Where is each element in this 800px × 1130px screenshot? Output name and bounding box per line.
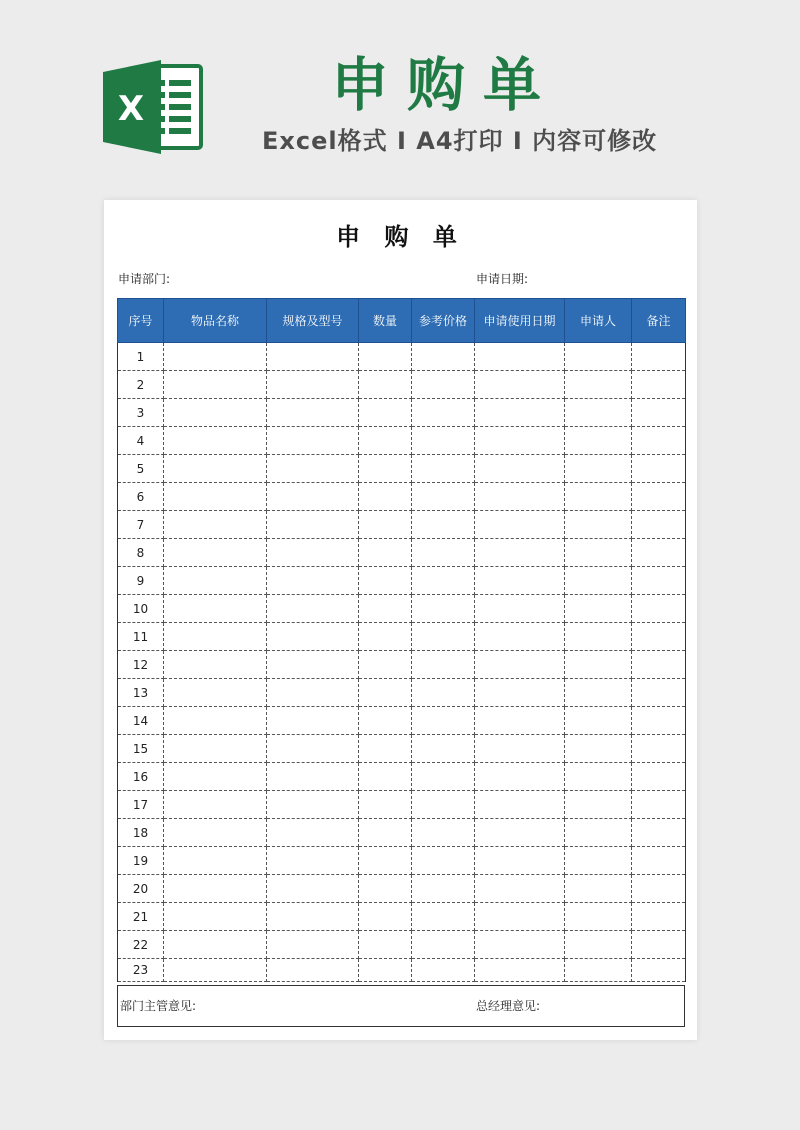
table-cell[interactable]: [359, 819, 412, 847]
column-header: 申请使用日期: [475, 299, 565, 343]
table-cell[interactable]: [359, 427, 412, 455]
table-row: [118, 483, 686, 511]
table-row: [118, 343, 686, 371]
column-header: 申请人: [565, 299, 632, 343]
table-row: [118, 959, 686, 982]
column-header: 序号: [118, 299, 164, 343]
table-cell[interactable]: [164, 903, 267, 931]
table-cell[interactable]: [359, 595, 412, 623]
table-cell[interactable]: [475, 735, 565, 763]
table-cell[interactable]: [475, 511, 565, 539]
table-cell[interactable]: [412, 959, 475, 982]
table-row: [118, 623, 686, 651]
table-cell[interactable]: [164, 399, 267, 427]
table-cell[interactable]: [475, 567, 565, 595]
table-row: [118, 651, 686, 679]
table-cell[interactable]: [267, 651, 359, 679]
table-cell[interactable]: [164, 679, 267, 707]
table-cell[interactable]: [632, 343, 686, 371]
table-cell[interactable]: [412, 623, 475, 651]
table-cell[interactable]: [267, 875, 359, 903]
table-cell[interactable]: [565, 623, 632, 651]
table-cell[interactable]: [565, 959, 632, 982]
table-cell[interactable]: [267, 791, 359, 819]
table-cell[interactable]: [267, 903, 359, 931]
table-cell[interactable]: [359, 455, 412, 483]
table-cell[interactable]: [412, 343, 475, 371]
row-number[interactable]: 8: [118, 539, 164, 567]
row-number[interactable]: 16: [118, 763, 164, 791]
table-cell[interactable]: [565, 679, 632, 707]
table-cell[interactable]: [475, 875, 565, 903]
table-cell[interactable]: [565, 931, 632, 959]
approval-row: [117, 985, 685, 1027]
table-cell[interactable]: [267, 847, 359, 875]
table-cell[interactable]: [164, 763, 267, 791]
table-cell[interactable]: [632, 511, 686, 539]
table-cell[interactable]: [267, 511, 359, 539]
table-cell[interactable]: [164, 595, 267, 623]
table-cell[interactable]: [565, 511, 632, 539]
table-cell[interactable]: [632, 679, 686, 707]
table-cell[interactable]: [359, 539, 412, 567]
table-row: [118, 931, 686, 959]
table-cell[interactable]: [565, 399, 632, 427]
row-number[interactable]: 5: [118, 455, 164, 483]
table-cell[interactable]: [475, 539, 565, 567]
table-cell[interactable]: [267, 427, 359, 455]
table-cell[interactable]: [475, 399, 565, 427]
table-row: [118, 847, 686, 875]
column-header: 数量: [359, 299, 412, 343]
table-cell[interactable]: [632, 707, 686, 735]
table-cell[interactable]: [267, 483, 359, 511]
table-cell[interactable]: [632, 819, 686, 847]
table-cell[interactable]: [565, 903, 632, 931]
column-header: 参考价格: [412, 299, 475, 343]
table-cell[interactable]: [412, 511, 475, 539]
column-header: 规格及型号: [267, 299, 359, 343]
row-number[interactable]: 14: [118, 707, 164, 735]
table-row: [118, 595, 686, 623]
table-cell[interactable]: [359, 343, 412, 371]
row-number[interactable]: 7: [118, 511, 164, 539]
table-cell[interactable]: [565, 763, 632, 791]
table-cell[interactable]: [359, 847, 412, 875]
table-cell[interactable]: [164, 819, 267, 847]
table-cell[interactable]: [632, 931, 686, 959]
table-cell[interactable]: [359, 567, 412, 595]
table-cell[interactable]: [359, 651, 412, 679]
row-number[interactable]: 22: [118, 931, 164, 959]
table-cell[interactable]: [164, 371, 267, 399]
row-number[interactable]: 13: [118, 679, 164, 707]
table-cell[interactable]: [632, 763, 686, 791]
table-row: [118, 903, 686, 931]
table-cell[interactable]: [267, 567, 359, 595]
table-cell[interactable]: [632, 567, 686, 595]
table-cell[interactable]: [359, 791, 412, 819]
table-cell[interactable]: [632, 483, 686, 511]
table-cell[interactable]: [632, 427, 686, 455]
table-cell[interactable]: [475, 847, 565, 875]
table-cell[interactable]: [632, 959, 686, 982]
table-cell[interactable]: [565, 567, 632, 595]
banner-subtitle: Excel格式 I A4打印 I 内容可修改: [262, 127, 658, 155]
table-cell[interactable]: [475, 483, 565, 511]
logo-letter: X: [117, 89, 145, 129]
banner-title: 申购单: [330, 51, 559, 119]
table-cell[interactable]: [267, 539, 359, 567]
table-cell[interactable]: [565, 819, 632, 847]
table-row: [118, 875, 686, 903]
table-cell[interactable]: [359, 903, 412, 931]
table-cell[interactable]: [412, 483, 475, 511]
table-cell[interactable]: [565, 427, 632, 455]
table-cell[interactable]: [164, 651, 267, 679]
table-cell[interactable]: [412, 903, 475, 931]
row-number[interactable]: 3: [118, 399, 164, 427]
row-number[interactable]: 12: [118, 651, 164, 679]
table-cell[interactable]: [267, 707, 359, 735]
table-cell[interactable]: [267, 371, 359, 399]
table-cell[interactable]: [164, 483, 267, 511]
table-row: [118, 567, 686, 595]
table-cell[interactable]: [412, 567, 475, 595]
table-cell[interactable]: [359, 707, 412, 735]
table-cell[interactable]: [475, 819, 565, 847]
table-cell[interactable]: [164, 931, 267, 959]
table-cell[interactable]: [475, 679, 565, 707]
table-cell[interactable]: [267, 623, 359, 651]
table-cell[interactable]: [412, 847, 475, 875]
table-row: [118, 399, 686, 427]
table-cell[interactable]: [412, 399, 475, 427]
row-number[interactable]: 4: [118, 427, 164, 455]
table-cell[interactable]: [267, 679, 359, 707]
table-cell[interactable]: [267, 343, 359, 371]
table-cell[interactable]: [359, 371, 412, 399]
table-cell[interactable]: [164, 511, 267, 539]
table-cell[interactable]: [359, 483, 412, 511]
table-cell[interactable]: [412, 651, 475, 679]
table-row: [118, 455, 686, 483]
table-cell[interactable]: [632, 791, 686, 819]
table-row: [118, 763, 686, 791]
table-cell[interactable]: [412, 679, 475, 707]
row-number[interactable]: 21: [118, 903, 164, 931]
table-cell[interactable]: [565, 539, 632, 567]
table-cell[interactable]: [565, 875, 632, 903]
table-row: [118, 539, 686, 567]
row-number[interactable]: 1: [118, 343, 164, 371]
table-cell[interactable]: [359, 875, 412, 903]
row-number[interactable]: 23: [118, 959, 164, 982]
table-cell[interactable]: [164, 623, 267, 651]
table-cell[interactable]: [412, 595, 475, 623]
table-cell[interactable]: [359, 399, 412, 427]
general-manager-label: 总经理意见:: [476, 999, 541, 1013]
table-cell[interactable]: [267, 959, 359, 982]
table-cell[interactable]: [632, 371, 686, 399]
table-cell[interactable]: [632, 875, 686, 903]
table-cell[interactable]: [565, 343, 632, 371]
table-row: [118, 707, 686, 735]
table-cell[interactable]: [412, 791, 475, 819]
table-cell[interactable]: [632, 735, 686, 763]
excel-icon: [103, 60, 203, 154]
table-cell[interactable]: [565, 371, 632, 399]
table-row: [118, 819, 686, 847]
table-row: [118, 371, 686, 399]
table-cell[interactable]: [164, 343, 267, 371]
table-cell[interactable]: [475, 903, 565, 931]
table-cell[interactable]: [565, 651, 632, 679]
table-cell[interactable]: [632, 651, 686, 679]
table-cell[interactable]: [359, 511, 412, 539]
table-row: [118, 735, 686, 763]
table-row: [118, 791, 686, 819]
table-cell[interactable]: [267, 455, 359, 483]
table-cell[interactable]: [565, 791, 632, 819]
table-cell[interactable]: [475, 959, 565, 982]
row-number[interactable]: 17: [118, 791, 164, 819]
table-cell[interactable]: [267, 735, 359, 763]
table-cell[interactable]: [267, 819, 359, 847]
table-cell[interactable]: [359, 931, 412, 959]
table-cell[interactable]: [412, 539, 475, 567]
table-cell[interactable]: [475, 371, 565, 399]
table-cell[interactable]: [475, 623, 565, 651]
row-number[interactable]: 11: [118, 623, 164, 651]
table-cell[interactable]: [412, 427, 475, 455]
table-cell[interactable]: [632, 539, 686, 567]
table-cell[interactable]: [359, 679, 412, 707]
row-number[interactable]: 6: [118, 483, 164, 511]
table-cell[interactable]: [632, 399, 686, 427]
table-cell[interactable]: [632, 455, 686, 483]
column-header: 物品名称: [164, 299, 267, 343]
table-cell[interactable]: [267, 399, 359, 427]
table-cell[interactable]: [164, 735, 267, 763]
date-label: 申请日期:: [476, 272, 529, 286]
document-title: 申 购 单: [336, 223, 465, 251]
row-number[interactable]: 19: [118, 847, 164, 875]
table-cell[interactable]: [565, 455, 632, 483]
table-cell[interactable]: [359, 623, 412, 651]
table-cell[interactable]: [565, 707, 632, 735]
table-cell[interactable]: [475, 455, 565, 483]
document-page: [104, 200, 697, 1040]
table-cell[interactable]: [632, 595, 686, 623]
column-header: 备注: [632, 299, 686, 343]
row-number[interactable]: 9: [118, 567, 164, 595]
table-cell[interactable]: [359, 735, 412, 763]
table-cell[interactable]: [164, 539, 267, 567]
table-cell[interactable]: [475, 931, 565, 959]
row-number[interactable]: 15: [118, 735, 164, 763]
table-cell[interactable]: [565, 595, 632, 623]
table-cell[interactable]: [412, 931, 475, 959]
table-cell[interactable]: [475, 595, 565, 623]
table-header-row: [118, 299, 686, 343]
table-cell[interactable]: [267, 931, 359, 959]
table-cell[interactable]: [359, 959, 412, 982]
table-cell[interactable]: [632, 847, 686, 875]
table-cell[interactable]: [412, 735, 475, 763]
table-cell[interactable]: [164, 875, 267, 903]
table-cell[interactable]: [475, 707, 565, 735]
table-cell[interactable]: [164, 427, 267, 455]
table-cell[interactable]: [164, 791, 267, 819]
table-cell[interactable]: [412, 371, 475, 399]
table-cell[interactable]: [412, 875, 475, 903]
table-row: [118, 511, 686, 539]
table-cell[interactable]: [632, 903, 686, 931]
table-cell[interactable]: [267, 595, 359, 623]
row-number[interactable]: 10: [118, 595, 164, 623]
table-cell[interactable]: [412, 455, 475, 483]
table-cell[interactable]: [412, 819, 475, 847]
table-cell[interactable]: [412, 707, 475, 735]
row-number[interactable]: 20: [118, 875, 164, 903]
table-cell[interactable]: [565, 847, 632, 875]
department-label: 申请部门:: [118, 272, 171, 286]
table-cell[interactable]: [359, 763, 412, 791]
table-cell[interactable]: [412, 763, 475, 791]
table-cell[interactable]: [565, 483, 632, 511]
table-cell[interactable]: [565, 735, 632, 763]
table-cell[interactable]: [164, 567, 267, 595]
table-cell[interactable]: [267, 763, 359, 791]
table-cell[interactable]: [475, 427, 565, 455]
table-cell[interactable]: [164, 959, 267, 982]
row-number[interactable]: 2: [118, 371, 164, 399]
table-cell[interactable]: [475, 791, 565, 819]
dept-manager-label: 部门主管意见:: [120, 999, 197, 1013]
table-cell[interactable]: [164, 847, 267, 875]
table-cell[interactable]: [475, 763, 565, 791]
table-cell[interactable]: [632, 623, 686, 651]
table-cell[interactable]: [164, 455, 267, 483]
table-row: [118, 679, 686, 707]
row-number[interactable]: 18: [118, 819, 164, 847]
table-row: [118, 427, 686, 455]
table-cell[interactable]: [475, 343, 565, 371]
purchase-table: [117, 298, 686, 982]
table-cell[interactable]: [164, 707, 267, 735]
table-cell[interactable]: [475, 651, 565, 679]
